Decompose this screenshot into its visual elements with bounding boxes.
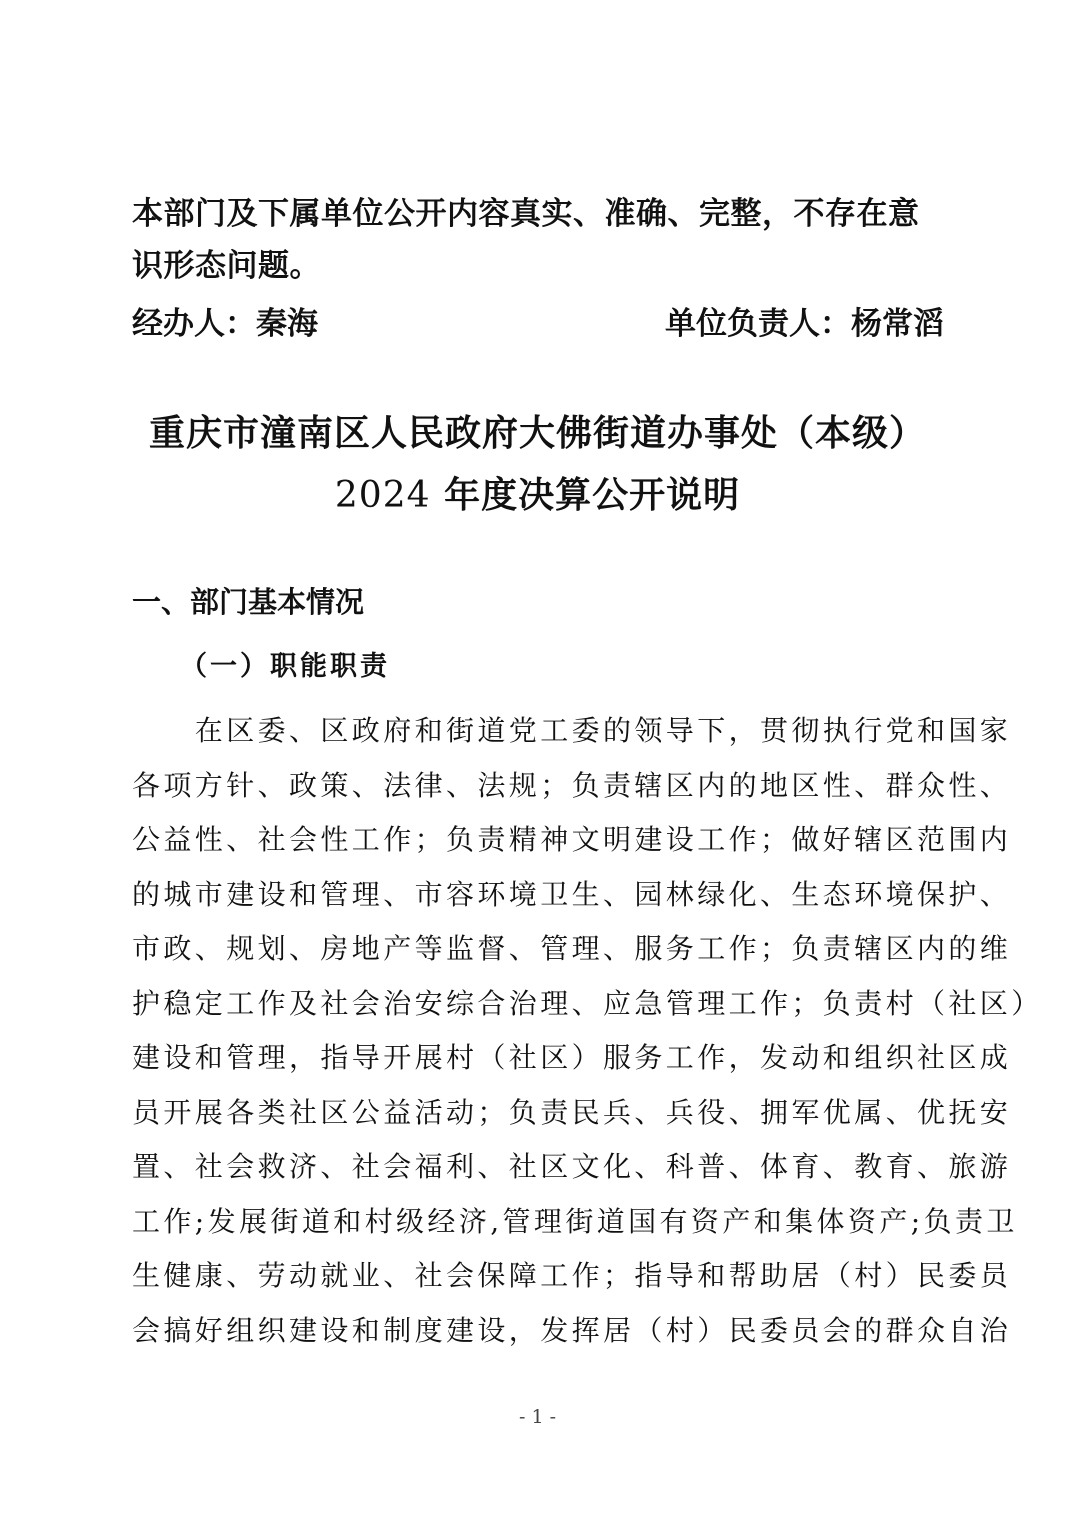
body-line: 护稳定工作及社会治安综合治理、应急管理工作；负责村（社区）: [132, 986, 1043, 1020]
responsible-person: 单位负责人：杨常滔: [665, 306, 944, 342]
body-line: 置、社会救济、社会福利、社区文化、科普、体育、教育、旅游: [132, 1150, 1012, 1183]
integrity-statement: 本部门及下属单位公开内容真实、准确、完整，不存在意识形态问题。: [132, 196, 920, 284]
title-line-2-text: 年度决算公开说明: [430, 474, 741, 516]
section-heading: 一、部门基本情况: [132, 585, 365, 619]
body-line: 建设和管理，指导开展村（社区）服务工作，发动和组织社区成: [132, 1041, 1012, 1074]
page-number: - 1 -: [518, 1406, 556, 1428]
signature-line: [132, 298, 944, 346]
handler-name: 经办人：秦海: [132, 306, 318, 342]
body-line: 各项方针、政策、法律、法规；负责辖区内的地区性、群众性、: [132, 768, 1012, 802]
body-line: 会搞好组织建设和制度建设，发挥居（村）民委员会的群众自治: [132, 1313, 1012, 1347]
title-line-1: 重庆市潼南区人民政府大佛街道办事处（本级）: [148, 412, 926, 454]
title-line-2: [100, 464, 975, 527]
body-line: 在区委、区政府和街道党工委的领导下，贯彻执行党和国家: [132, 714, 1012, 747]
body-line: 工作;发展街道和村级经济,管理街道国有资产和集体资产;负责卫: [132, 1204, 1018, 1238]
sub-heading: （一）职能职责: [180, 651, 390, 682]
body-line: 的城市建设和管理、市容环境卫生、园林绿化、生态环境保护、: [132, 877, 1012, 911]
body-line: 市政、规划、房地产等监督、管理、服务工作；负责辖区内的维: [132, 932, 1012, 965]
body-line: 员开展各类社区公益活动；负责民兵、兵役、拥军优属、优抚安: [132, 1095, 1012, 1129]
document-title: [100, 402, 975, 527]
body-line: 公益性、社会性工作；负责精神文明建设工作；做好辖区范围内: [132, 823, 1012, 856]
title-year: 2024: [334, 475, 431, 516]
body-paragraph: [132, 704, 1043, 1358]
body-line: 生健康、劳动就业、社会保障工作；指导和帮助居（村）民委员: [132, 1259, 1012, 1292]
